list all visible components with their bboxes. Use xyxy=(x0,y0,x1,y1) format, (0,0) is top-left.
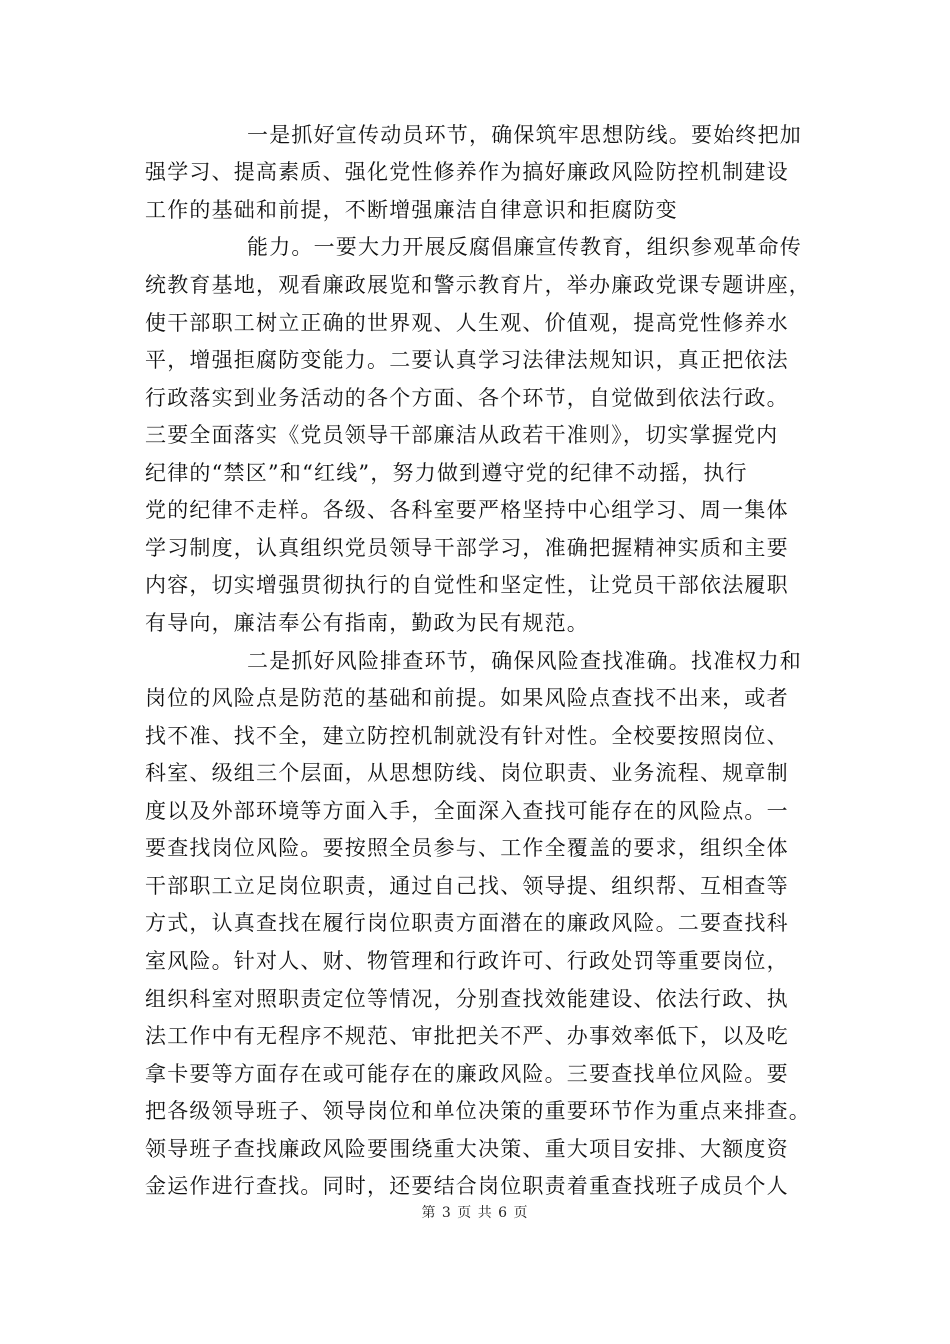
page-number-footer: 第 3 页 共 6 页 xyxy=(421,1205,529,1221)
paragraph-2-line-10: 内容，切实增强贯彻执行的自觉性和坚定性，让党员干部依法履职 xyxy=(145,573,789,597)
paragraph-2-line-5: 行政落实到业务活动的各个方面、各个环节，自觉做到依法行政。 xyxy=(145,386,789,410)
paragraph-3-line-5: 度以及外部环境等方面入手，全面深入查找可能存在的风险点。一 xyxy=(145,799,789,823)
paragraph-3-line-11: 法工作中有无程序不规范、审批把关不严、办事效率低下，以及吃 xyxy=(145,1024,789,1048)
paragraph-3-line-13: 把各级领导班子、领导岗位和单位决策的重要环节作为重点来排查。 xyxy=(145,1099,811,1123)
paragraph-3-line-12: 拿卡要等方面存在或可能存在的廉政风险。三要查找单位风险。要 xyxy=(145,1062,789,1086)
paragraph-3-line-9: 室风险。针对人、财、物管理和行政许可、行政处罚等重要岗位， xyxy=(145,949,789,973)
paragraph-2-line-4: 平，增强拒腐防变能力。二要认真学习法律法规知识，真正把依法 xyxy=(145,348,789,372)
paragraph-3-line-6: 要查找岗位风险。要按照全员参与、工作全覆盖的要求，组织全体 xyxy=(145,836,789,860)
paragraph-1-line-2: 强学习、提高素质、强化党性修养作为搞好廉政风险防控机制建设 xyxy=(145,160,789,184)
paragraph-2-line-7: 纪律的“禁区”和“红线”，努力做到遵守党的纪律不动摇，执行 xyxy=(145,461,748,485)
paragraph-1-line-1: 一是抓好宣传动员环节，确保筑牢思想防线。要始终把加 xyxy=(247,123,802,147)
paragraph-2-line-6: 三要全面落实《党员领导干部廉洁从政若干准则》，切实掌握党内 xyxy=(145,423,779,447)
paragraph-3-line-10: 组织科室对照职责定位等情况，分别查找效能建设、依法行政、执 xyxy=(145,987,789,1011)
paragraph-1-line-3: 工作的基础和前提，不断增强廉洁自律意识和拒腐防变 xyxy=(145,198,678,222)
paragraph-3-line-1: 二是抓好风险排查环节，确保风险查找准确。找准权力和 xyxy=(247,649,802,673)
paragraph-3-line-8: 方式，认真查找在履行岗位职责方面潜在的廉政风险。二要查找科 xyxy=(145,911,789,935)
paragraph-2-line-8: 党的纪律不走样。各级、各科室要严格坚持中心组学习、周一集体 xyxy=(145,498,789,522)
paragraph-3-line-15: 金运作进行查找。同时，还要结合岗位职责着重查找班子成员个人 xyxy=(145,1174,789,1198)
paragraph-2-line-2: 统教育基地，观看廉政展览和警示教育片，举办廉政党课专题讲座， xyxy=(145,273,811,297)
paragraph-2-line-9: 学习制度，认真组织党员领导干部学习，准确把握精神实质和主要 xyxy=(145,536,789,560)
paragraph-2-line-11: 有导向，廉洁奉公有指南，勤政为民有规范。 xyxy=(145,611,589,635)
paragraph-2-line-3: 使干部职工树立正确的世界观、人生观、价值观，提高党性修养水 xyxy=(145,311,789,335)
paragraph-2-line-1: 能力。一要大力开展反腐倡廉宣传教育，组织参观革命传 xyxy=(247,235,802,259)
paragraph-3-line-14: 领导班子查找廉政风险要围绕重大决策、重大项目安排、大额度资 xyxy=(145,1137,789,1161)
paragraph-3-line-7: 干部职工立足岗位职责，通过自己找、领导提、组织帮、互相查等 xyxy=(145,874,789,898)
paragraph-3-line-3: 找不准、找不全，建立防控机制就没有针对性。全校要按照岗位、 xyxy=(145,724,789,748)
paragraph-3-line-4: 科室、级组三个层面，从思想防线、岗位职责、业务流程、规章制 xyxy=(145,761,789,785)
paragraph-3-line-2: 岗位的风险点是防范的基础和前提。如果风险点查找不出来，或者 xyxy=(145,686,789,710)
